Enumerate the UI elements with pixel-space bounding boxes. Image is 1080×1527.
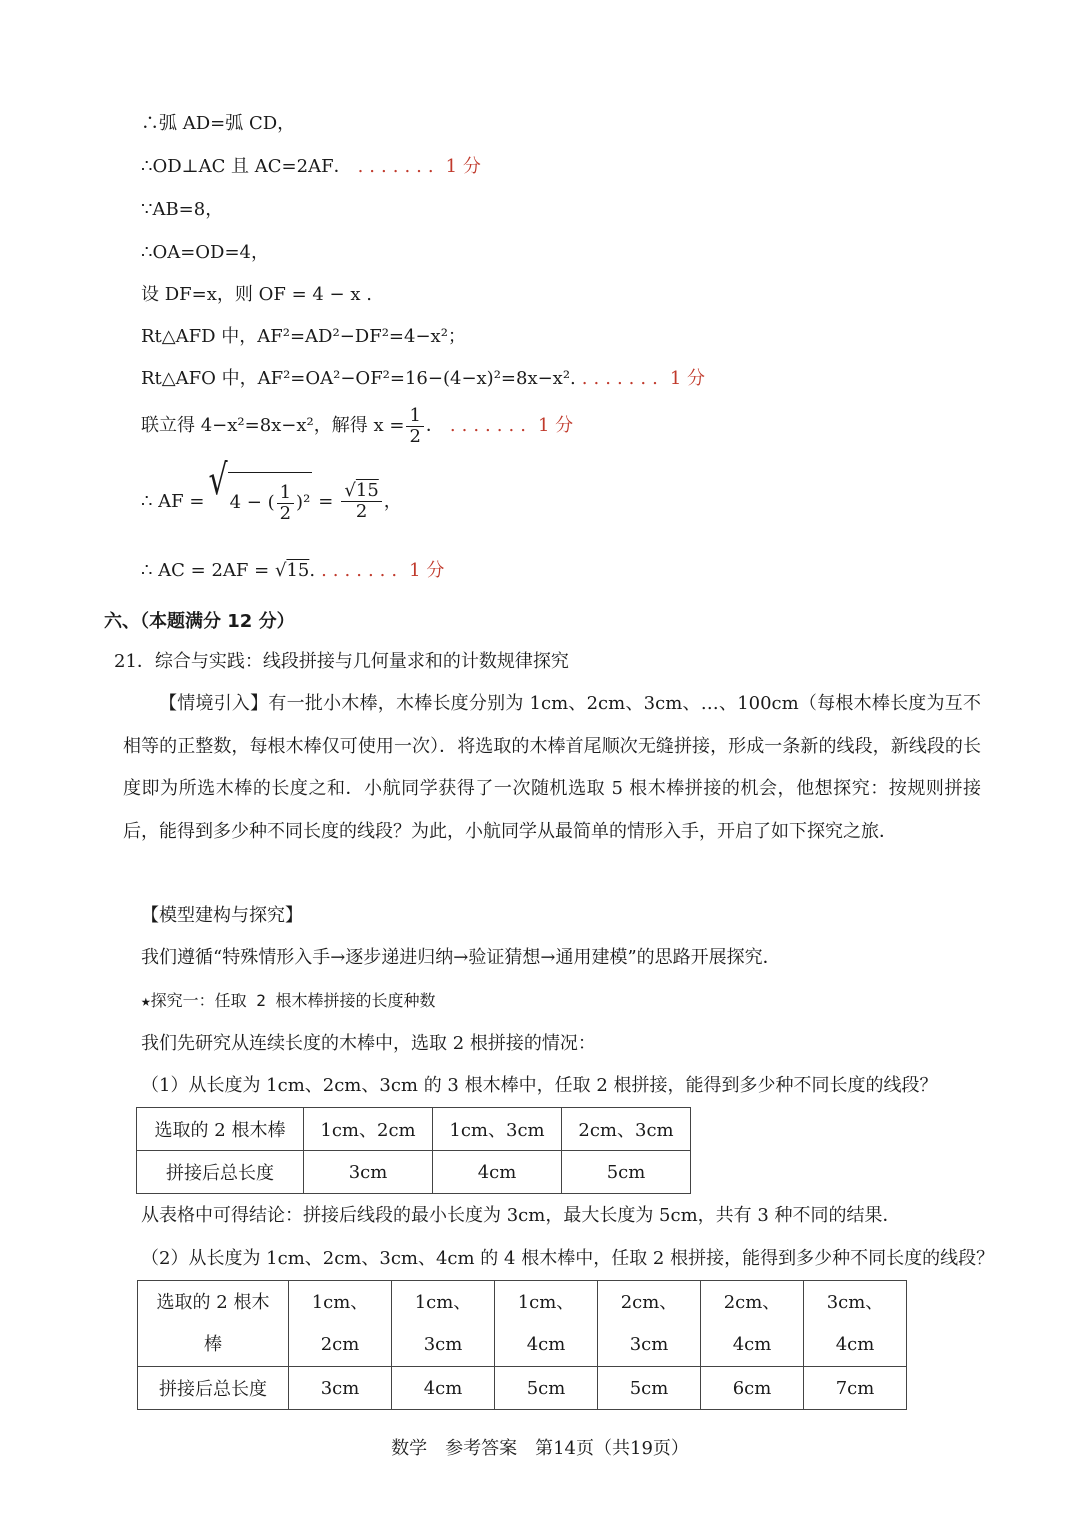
table-row — [138, 1281, 907, 1367]
table-cell: 1cm、3cm — [433, 1108, 562, 1151]
conclusion-text: 从表格中可得结论：拼接后线段的最小长度为 3cm，最大长度为 5cm，共有 3 种不同的结果． — [141, 1205, 901, 1226]
proof-line-radius: ∴OA=OD=4， — [141, 242, 270, 263]
question-title: 21．综合与实践：线段拼接与几何量求和的计数规律探究 — [114, 651, 569, 672]
row-label: 拼接后总长度 — [138, 1367, 289, 1410]
proof-line-solve: 联立得 4−x²=8x−x²，解得 x = $\frac{1}{2}$ ． ....... 1 分 — [141, 404, 574, 447]
table-cell: 2cm、 4cm — [701, 1281, 804, 1367]
proof-text: ∴ AC = 2AF = — [141, 560, 270, 581]
proof-line-af-value — [141, 456, 402, 531]
score-dots: ....... — [449, 415, 532, 436]
proof-text: ∴ AF = — [141, 490, 205, 512]
proof-line-let: 设 DF=x，则 OF = 4 − x . — [141, 284, 372, 305]
fraction-half — [277, 483, 294, 524]
fraction-root15-over-2 — [341, 481, 381, 522]
subquestion-2: （2）从长度为 1cm、2cm、3cm、4cm 的 4 根木棒中，任取 2 根拼接，能得到多少种不同长度的线段？ — [141, 1248, 995, 1269]
table-row — [138, 1367, 907, 1410]
row-label: 选取的 2 根木 棒 — [138, 1281, 289, 1367]
table-cell: 1cm、 3cm — [392, 1281, 495, 1367]
radicand-text: 4 − ( — [229, 492, 275, 513]
equals-sign: = — [318, 490, 334, 512]
subquestion-1: （1）从长度为 1cm、2cm、3cm 的 3 根木棒中，任取 2 根拼接，能得到多少种不同长度的线段？ — [141, 1075, 938, 1096]
proof-line-perpendicular — [141, 155, 481, 179]
fraction-denominator: 2 — [279, 502, 292, 524]
proof-punct: ， — [383, 490, 402, 512]
table-cell: 6cm — [701, 1367, 804, 1410]
fraction-denominator: 2 — [409, 425, 421, 447]
proof-line-ab: ∵AB=8， — [141, 199, 224, 220]
fraction-denominator: 2 — [355, 501, 368, 522]
table-cell: 5cm — [495, 1367, 598, 1410]
fraction-numerator: 1 — [277, 483, 294, 504]
table-cell: 4cm — [392, 1367, 495, 1410]
table-cell: 1cm、 4cm — [495, 1281, 598, 1367]
power-text: )² — [296, 492, 311, 513]
explore1-heading: ★探究一：任取 2 根木棒拼接的长度种数 — [141, 991, 436, 1010]
table-row — [137, 1108, 691, 1151]
fraction-half — [406, 406, 423, 447]
table-row — [137, 1151, 691, 1194]
proof-text: 联立得 4−x²=8x−x²，解得 x = — [141, 415, 405, 436]
square-root: √ 4 − ( $\frac{1}{2}$ )² — [208, 472, 312, 531]
score-mark: 1 分 — [669, 368, 706, 389]
root-value: 15 — [286, 560, 310, 581]
row-label: 选取的 2 根木棒 — [137, 1108, 304, 1151]
proof-line-afd: Rt△AFD 中，AF²=AD²−DF²=4−x²； — [141, 326, 466, 347]
table-cell: 5cm — [598, 1367, 701, 1410]
model-heading: 【模型建构与探究】 — [141, 905, 303, 926]
fraction-numerator: 1 — [406, 406, 423, 427]
score-mark: 1 分 — [537, 415, 574, 436]
proof-line-afo — [141, 367, 705, 391]
explore1-intro: 我们先研究从连续长度的木棒中，选取 2 根拼接的情况： — [141, 1033, 596, 1054]
table-cell: 7cm — [804, 1367, 907, 1410]
score-dots: ....... — [321, 560, 404, 581]
intro-paragraph: 【情境引入】有一批小木棒，木棒长度分别为 1cm、2cm、3cm、…、100cm（每根木棒长度为互不相等的正整数，每根木棒仅可使用一次）．将选取的木棒首尾顺次无缝拼接，形成一条新的线段，新线段的长度即为所选木棒的长度之和．小航同学获得了一次随机选取 5 根木棒拼接的机会，他想探究：按规则拼接后，能得到多少种不同长度的线段？为此，小航同学从最简单的情形入手，开启了如下探究之旅． — [123, 693, 981, 842]
table-cell: 2cm、 3cm — [598, 1281, 701, 1367]
fraction-numerator: √15 — [341, 481, 381, 502]
table-cell: 3cm — [289, 1367, 392, 1410]
page-footer: 数学 参考答案 第14页（共19页） — [391, 1438, 689, 1459]
table-three-sticks — [136, 1107, 691, 1194]
table-cell: 2cm、3cm — [562, 1108, 691, 1151]
score-mark: 1 分 — [445, 156, 481, 177]
score-mark: 1 分 — [409, 560, 445, 581]
score-dots: ....... — [581, 368, 664, 389]
table-cell: 5cm — [562, 1151, 691, 1194]
table-cell: 3cm — [304, 1151, 433, 1194]
table-cell: 1cm、 2cm — [289, 1281, 392, 1367]
section-heading: 六、（本题满分 12 分） — [104, 611, 295, 632]
proof-text: ∴OD⊥AC 且 AC=2AF． — [141, 156, 352, 177]
approach-text: 我们遵循“特殊情形入手→逐步递进归纳→验证猜想→通用建模”的思路开展探究． — [141, 947, 781, 968]
proof-line-ac-value: ∴ AC = 2AF = √15. ....... 1 分 — [141, 560, 445, 581]
table-cell: 4cm — [433, 1151, 562, 1194]
proof-text: Rt△AFO 中，AF²=OA²−OF²=16−(4−x)²=8x−x². — [141, 368, 576, 389]
table-cell: 1cm、2cm — [304, 1108, 433, 1151]
row-label: 拼接后总长度 — [137, 1151, 304, 1194]
table-cell: 3cm、 4cm — [804, 1281, 907, 1367]
score-dots: ....... — [357, 156, 440, 177]
table-four-sticks — [137, 1280, 907, 1410]
proof-line-arc: ∴弧 AD=弧 CD， — [141, 113, 296, 134]
